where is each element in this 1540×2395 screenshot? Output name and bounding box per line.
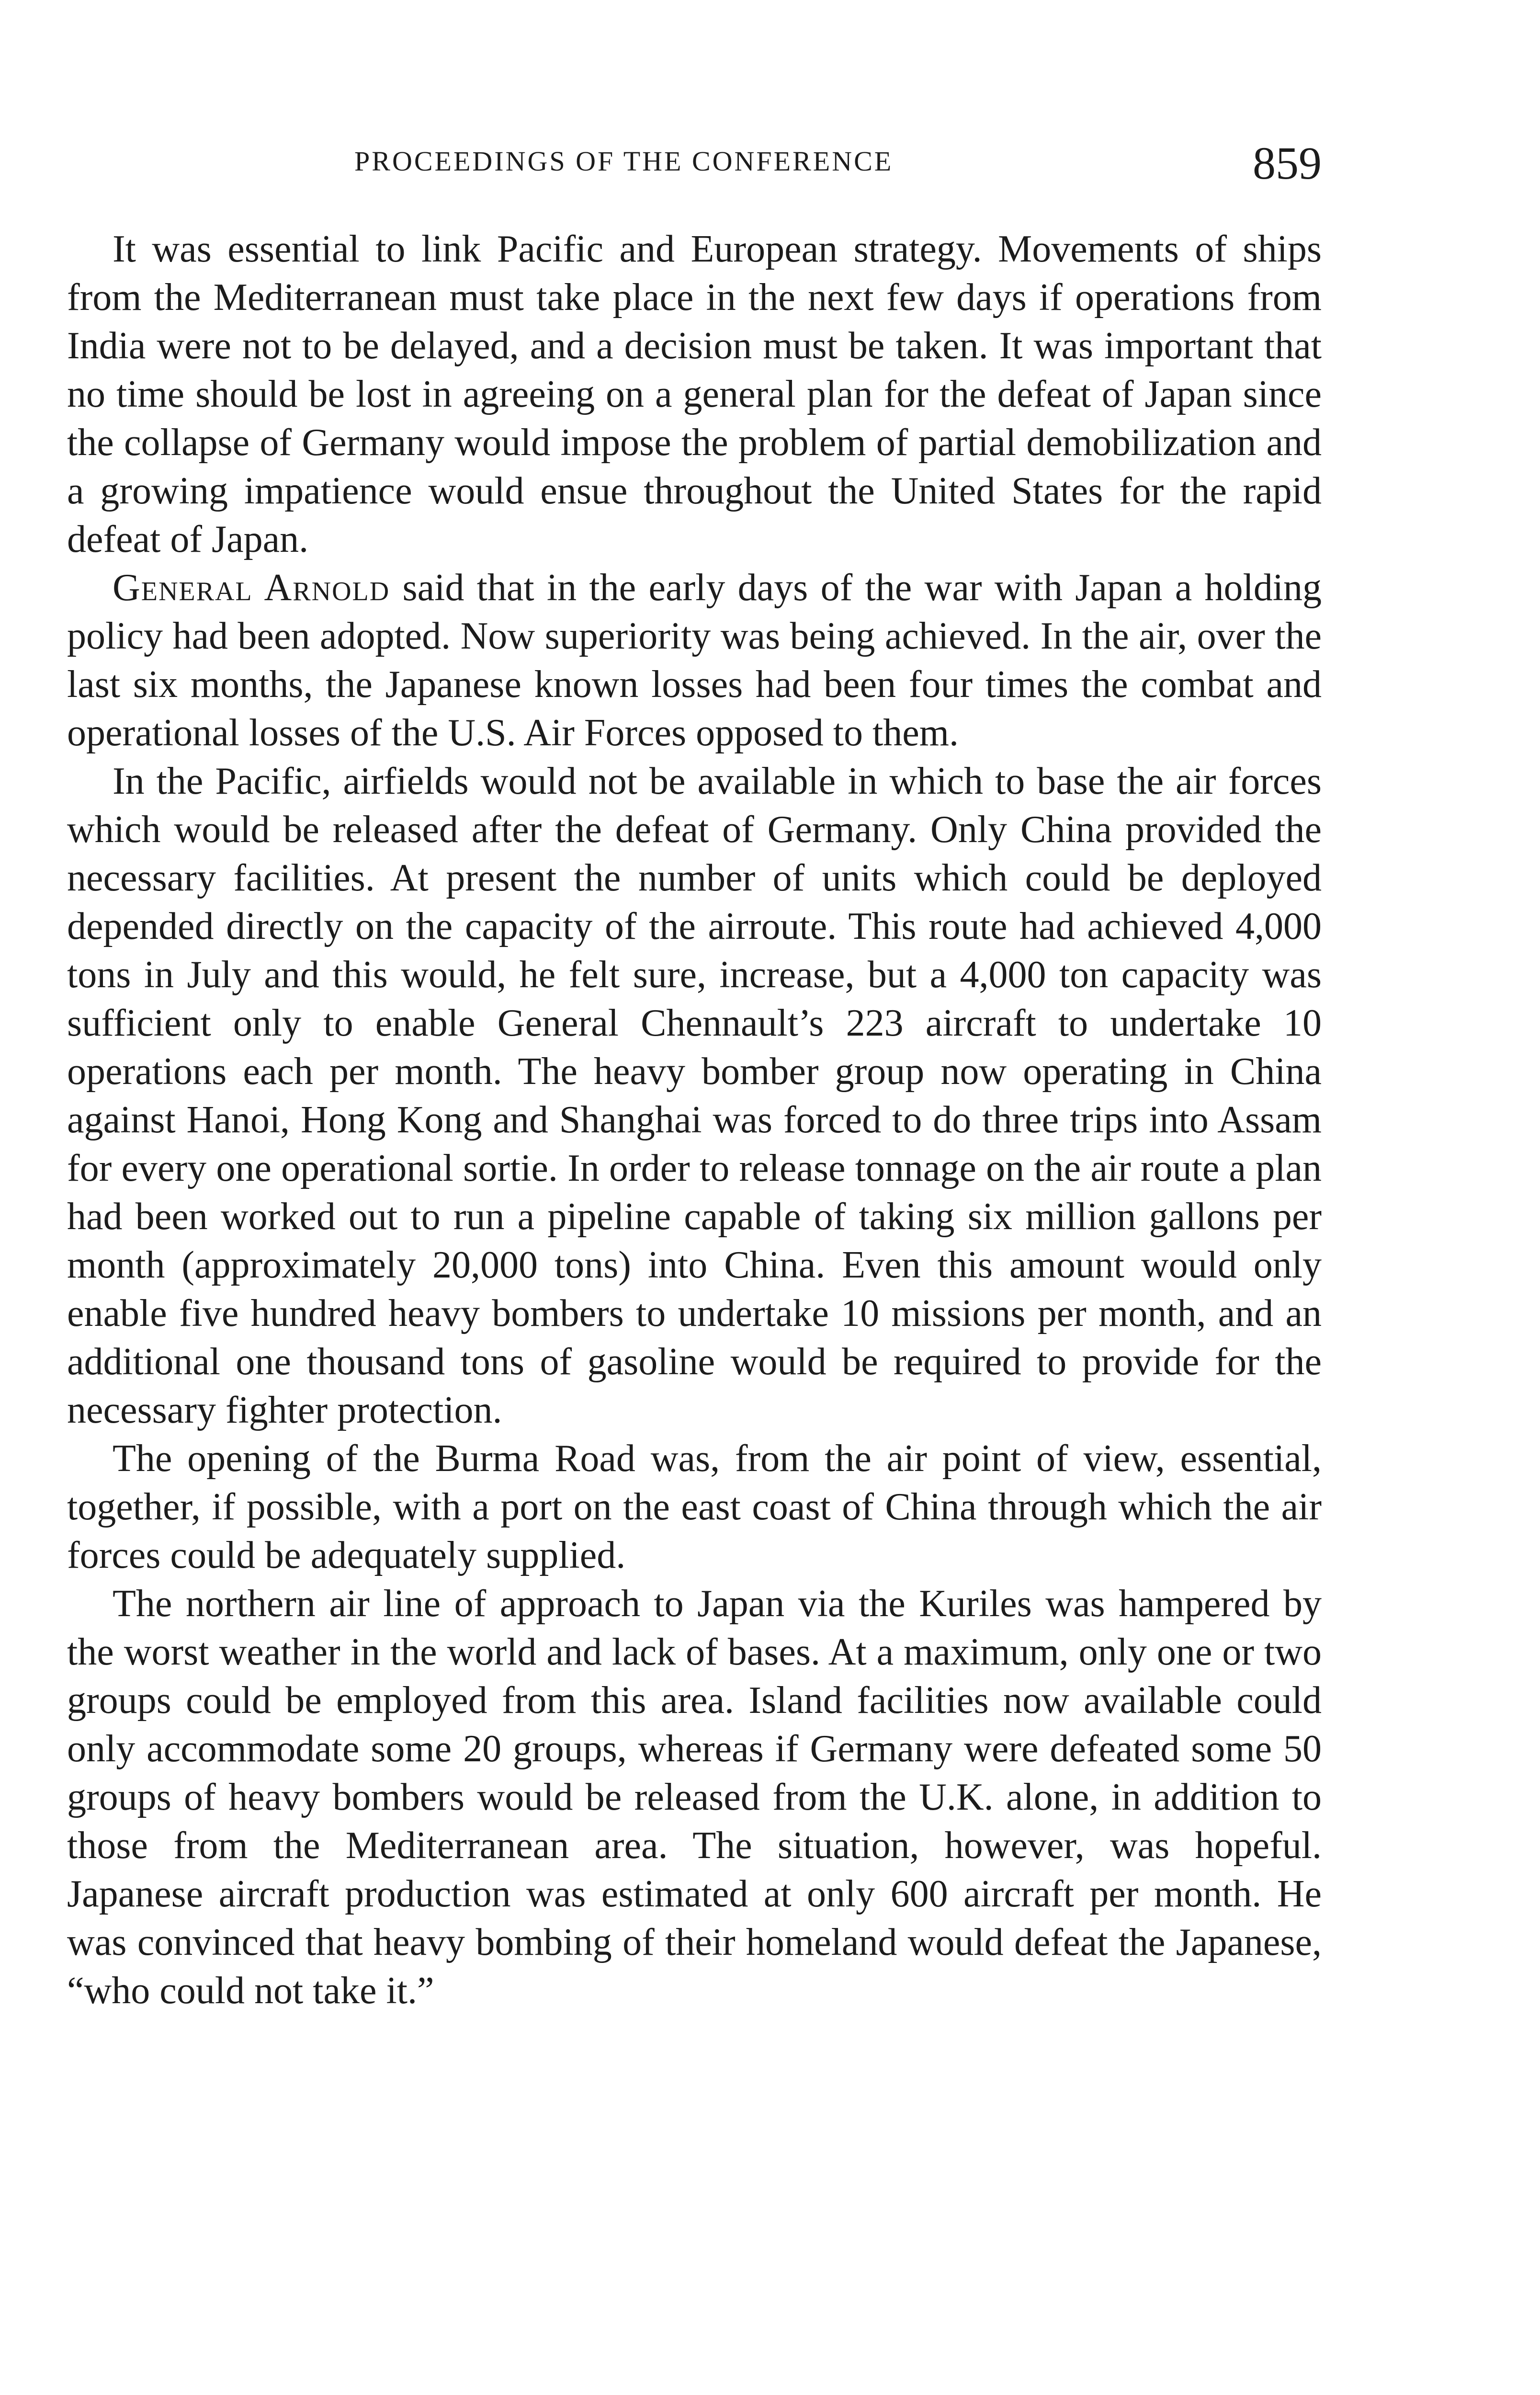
paragraph (67, 1580, 1322, 2015)
page-number: 859 (1253, 137, 1322, 189)
paragraph (67, 1435, 1322, 1580)
paragraph-text: said that in the early days of the war with Japan a holding policy had been adopted. Now superiority was being achieved. In the air, over the last six months, the Japanese known losses had been four times the combat and operational losses of the U.S. Air Forces opposed to them. (67, 567, 1322, 754)
speaker-name: General Arnold (113, 567, 390, 609)
paragraph-text: The opening of the Burma Road was, from the air point of view, essential, together, if possible, with a port on the east coast of China through which the air forces could be adequately supplied. (67, 1437, 1322, 1576)
paragraph-text: The northern air line of approach to Japan via the Kuriles was hampered by the worst weather in the world and lack of bases. At a maximum, only one or two groups could be employed from this area. Island facilities now available could only accommodate some 20 groups, whereas if Germany were defeated some 50 groups of heavy bombers would be released from the U.K. alone, in addition to those from the Mediterranean area. The situation, however, was hopeful. Japanese aircraft production was estimated at only 600 aircraft per month. He was convinced that heavy bombing of their homeland would defeat the Japanese, “who could not take it.” (67, 1583, 1322, 2012)
paragraph-text: It was essential to link Pacific and European strategy. Movements of ships from the Mediterranean must take place in the next few days if operations from India were not to be delayed, and a decision must be taken. It was important that no time should be lost in agreeing on a general plan for the defeat of Japan since the collapse of Germany would impose the problem of partial demobilization and a growing impatience would ensue throughout the United States for the rapid defeat of Japan. (67, 228, 1322, 560)
running-title: PROCEEDINGS OF THE CONFERENCE (354, 146, 894, 177)
paragraph (67, 564, 1322, 757)
paragraph-text: In the Pacific, airfields would not be available in which to base the air forces which would be released after the defeat of Germany. Only China provided the necessary facilities. At present the number of units which could be deployed depended directly on the capacity of the airroute. This route had achieved 4,000 tons in July and this would, he felt sure, increase, but a 4,000 ton capacity was sufficient only to enable General Chennault’s 223 aircraft to undertake 10 operations each per month. The heavy bomber group now operating in China against Hanoi, Hong Kong and Shanghai was forced to do three trips into Assam for every one operational sortie. In order to release tonnage on the air route a plan had been worked out to run a pipeline capable of taking six million gallons per month (approximately 20,000 tons) into China. Even this amount would only enable five hundred heavy bombers to undertake 10 missions per month, and an additional one thousand tons of gasoline would be required to provide for the necessary fighter protection. (67, 760, 1322, 1431)
body-text (67, 225, 1322, 2015)
page-header (67, 137, 1322, 189)
paragraph (67, 225, 1322, 564)
paragraph (67, 757, 1322, 1435)
